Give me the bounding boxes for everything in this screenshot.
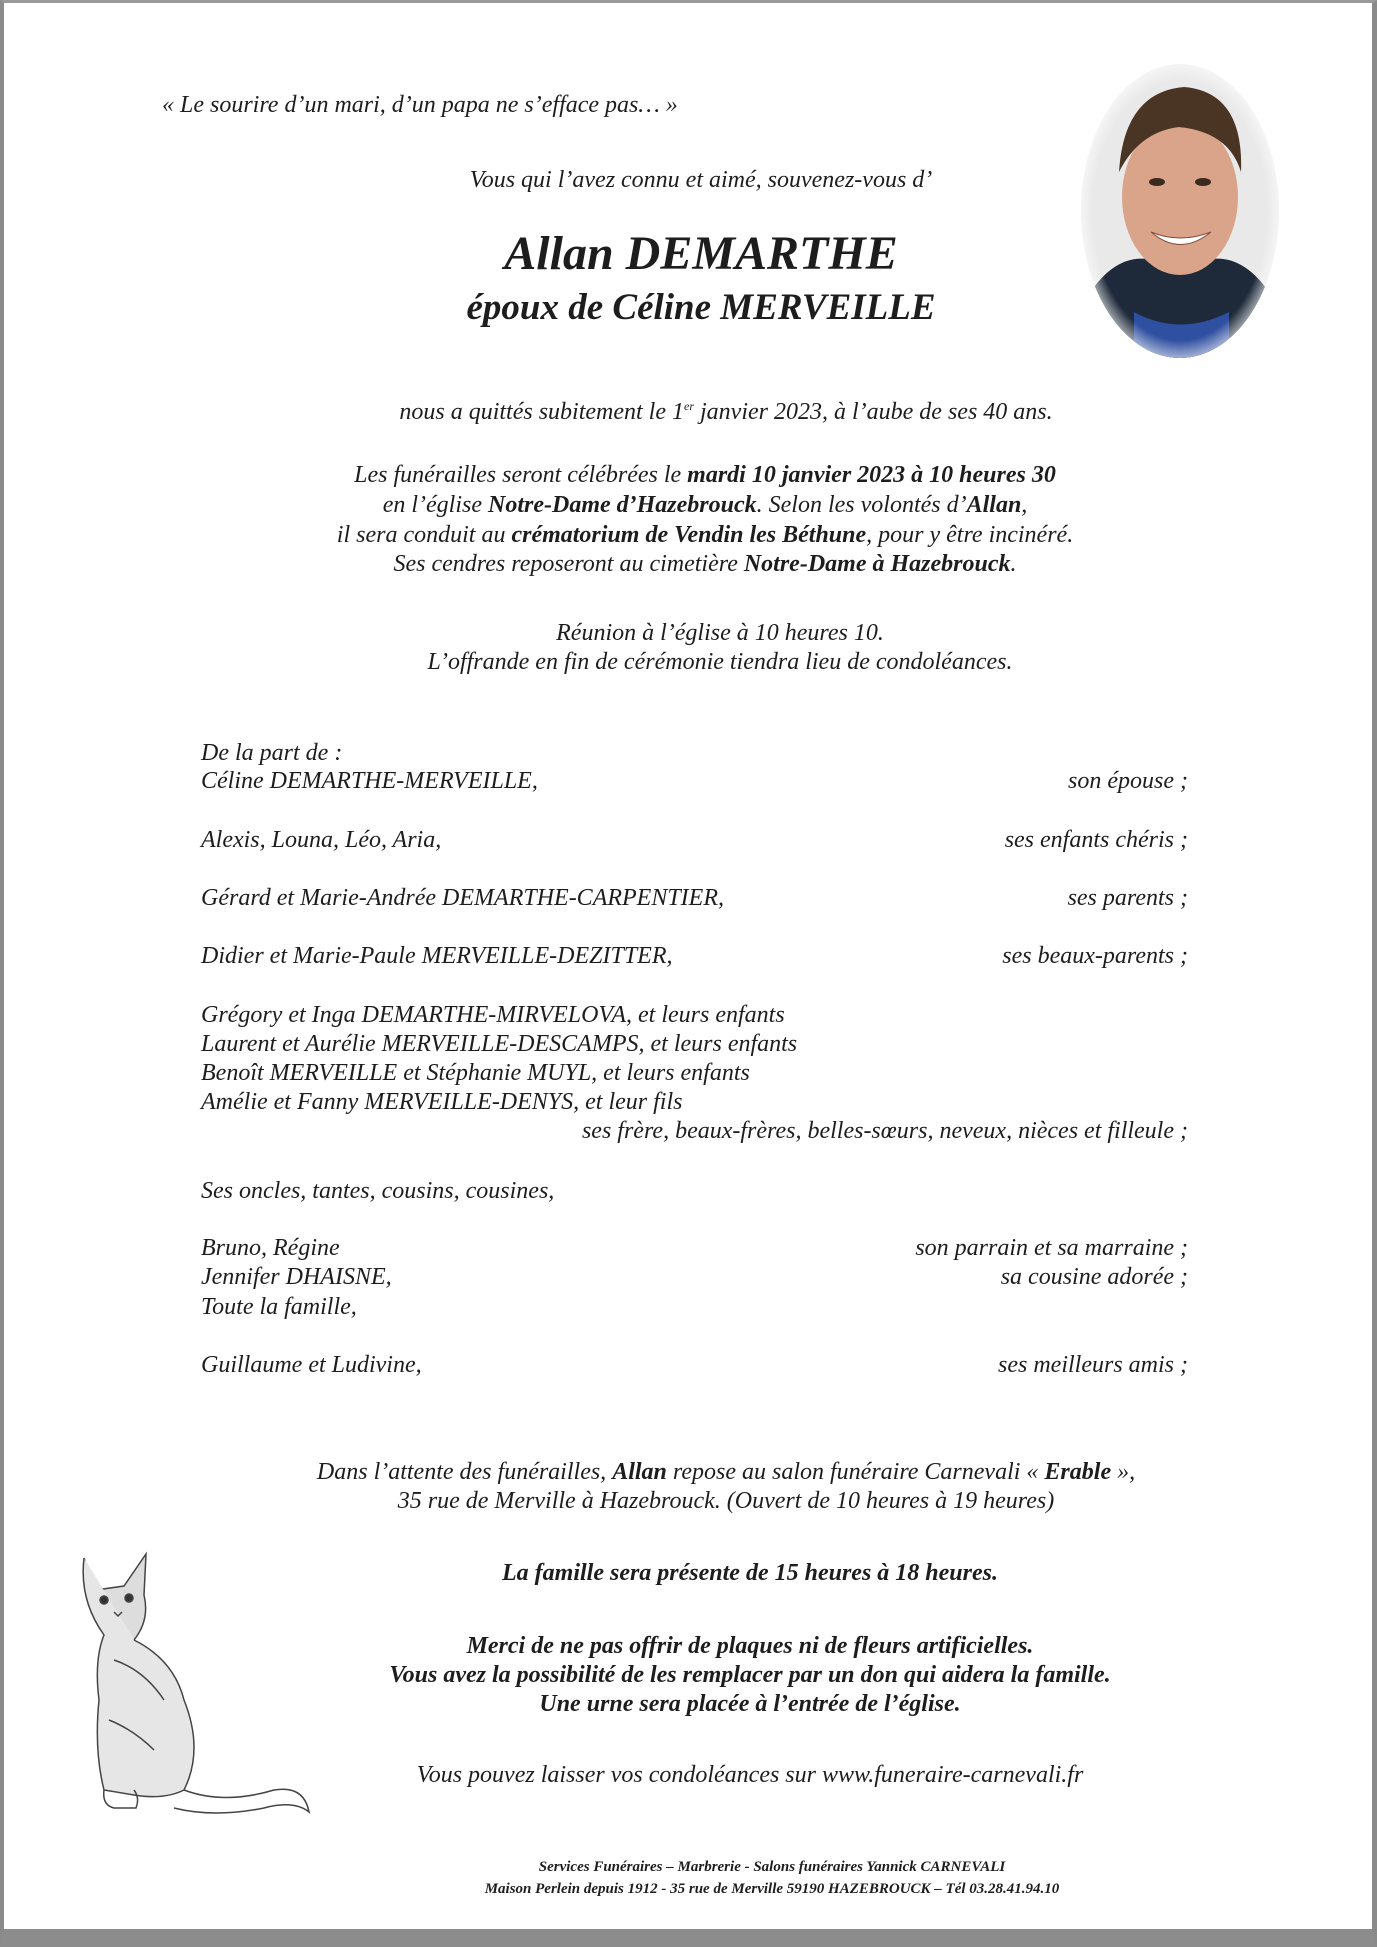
other-name: Bruno, Régine xyxy=(201,1235,340,1261)
sibling-line: Grégory et Inga DEMARTHE-MIRVELOVA, et leurs enfants xyxy=(201,1002,785,1028)
death-announcement xyxy=(176,391,1276,427)
family-name: Gérard et Marie-Andrée DEMARTHE-CARPENTIER, xyxy=(201,885,724,911)
family-relation: ses parents ; xyxy=(1067,885,1188,911)
text: Les funérailles seront célébrées le xyxy=(354,462,688,488)
text: , xyxy=(1021,492,1028,518)
funeral-line-1 xyxy=(155,460,1255,490)
notice-line: Vous avez la possibilité de les remplacer par un don qui aidera la famille. xyxy=(389,1662,1111,1688)
death-text-end: janvier 2023, à l’aube de ses 40 ans. xyxy=(694,399,1053,425)
family-name: Didier et Marie-Paule MERVEILLE-DEZITTER, xyxy=(201,943,673,969)
wake-line-1 xyxy=(176,1457,1276,1487)
salon-name: Erable xyxy=(1044,1459,1112,1485)
family-name: Alexis, Louna, Léo, Aria, xyxy=(201,827,442,853)
presence-line: La famille sera présente de 15 heures à 18 heures. xyxy=(502,1560,998,1586)
sibling-line: Laurent et Aurélie MERVEILLE-DESCAMPS, et leurs enfants xyxy=(201,1031,798,1057)
death-text: nous a quittés subitement le 1 xyxy=(399,399,684,425)
wake-line-2: 35 rue de Merville à Hazebrouck. (Ouvert de 10 heures à 19 heures) xyxy=(397,1488,1055,1514)
cat-illustration xyxy=(74,1550,314,1825)
crematorium: crématorium de Vendin les Béthune xyxy=(511,522,867,548)
notice-line: Merci de ne pas offrir de plaques ni de fleurs artificielles. xyxy=(466,1633,1034,1659)
family-relation: ses beaux-parents ; xyxy=(1002,943,1188,969)
text: Ses cendres reposeront au cimetière xyxy=(393,551,744,577)
text: Dans l’attente des funérailles, xyxy=(316,1459,613,1485)
family-relation: ses enfants chéris ; xyxy=(1004,827,1188,853)
other-name: Jennifer DHAISNE, xyxy=(201,1264,392,1290)
notice-line: Une urne sera placée à l’entrée de l’église. xyxy=(539,1691,961,1717)
sibling-line: Benoît MERVEILLE et Stéphanie MUYL, et leurs enfants xyxy=(201,1060,750,1086)
text: en l’église xyxy=(382,492,488,518)
other-relation: son parrain et sa marraine ; xyxy=(915,1235,1188,1261)
family-name: Céline DEMARTHE-MERVEILLE, xyxy=(201,768,538,794)
text: », xyxy=(1111,1459,1136,1485)
epigraph: « Le sourire d’un mari, d’un papa ne s’efface pas… » xyxy=(162,92,678,118)
family-intro: De la part de : xyxy=(201,740,343,766)
text: , pour y être incinéré. xyxy=(866,522,1074,548)
funeral-line-4 xyxy=(155,549,1255,579)
portrait-photo xyxy=(1079,62,1281,360)
deceased-name: Allan DEMARTHE xyxy=(504,227,898,280)
sibling-line: Amélie et Fanny MERVEILLE-DENYS, et leur fils xyxy=(201,1089,683,1115)
text: il sera conduit au xyxy=(336,522,512,548)
other-name: Toute la famille, xyxy=(201,1294,357,1320)
condolences-line: Vous pouvez laisser vos condoléances sur www.funeraire-carnevali.fr xyxy=(416,1762,1084,1788)
spouse-line: époux de Céline MERVEILLE xyxy=(466,287,936,328)
funeral-date: mardi 10 janvier 2023 à 10 heures 30 xyxy=(687,462,1056,488)
first-name: Allan xyxy=(966,492,1022,518)
church-name: Notre-Dame d’Hazebrouck xyxy=(488,492,757,518)
intro-text: Vous qui l’avez connu et aimé, souvenez-vous d’ xyxy=(469,167,933,193)
footer-line-2: Maison Perlein depuis 1912 - 35 rue de Merville 59190 HAZEBROUCK – Tél 03.28.41.94.10 xyxy=(484,1881,1060,1897)
first-name: Allan xyxy=(612,1459,667,1485)
meeting-line: Réunion à l’église à 10 heures 10. xyxy=(556,620,884,646)
funeral-line-2 xyxy=(155,490,1255,520)
friends-name: Guillaume et Ludivine, xyxy=(201,1352,422,1378)
text: . Selon les volontés d’ xyxy=(756,492,967,518)
family-relation: son épouse ; xyxy=(1068,768,1188,794)
text: . xyxy=(1010,551,1017,577)
cemetery: Notre-Dame à Hazebrouck xyxy=(743,551,1011,577)
siblings-relation: ses frère, beaux-frères, belles-sœurs, neveux, nièces et filleule ; xyxy=(581,1118,1188,1144)
offering-line: L’offrande en fin de cérémonie tiendra lieu de condoléances. xyxy=(427,649,1013,675)
text: repose au salon funéraire Carnevali « xyxy=(666,1459,1045,1485)
friends-relation: ses meilleurs amis ; xyxy=(998,1352,1188,1378)
death-sup: er xyxy=(684,399,694,413)
footer-line-1: Services Funéraires – Marbrerie - Salons funéraires Yannick CARNEVALI xyxy=(538,1859,1006,1875)
funeral-line-3 xyxy=(155,520,1255,550)
extended-family: Ses oncles, tantes, cousins, cousines, xyxy=(201,1178,555,1204)
other-relation: sa cousine adorée ; xyxy=(1000,1264,1188,1290)
